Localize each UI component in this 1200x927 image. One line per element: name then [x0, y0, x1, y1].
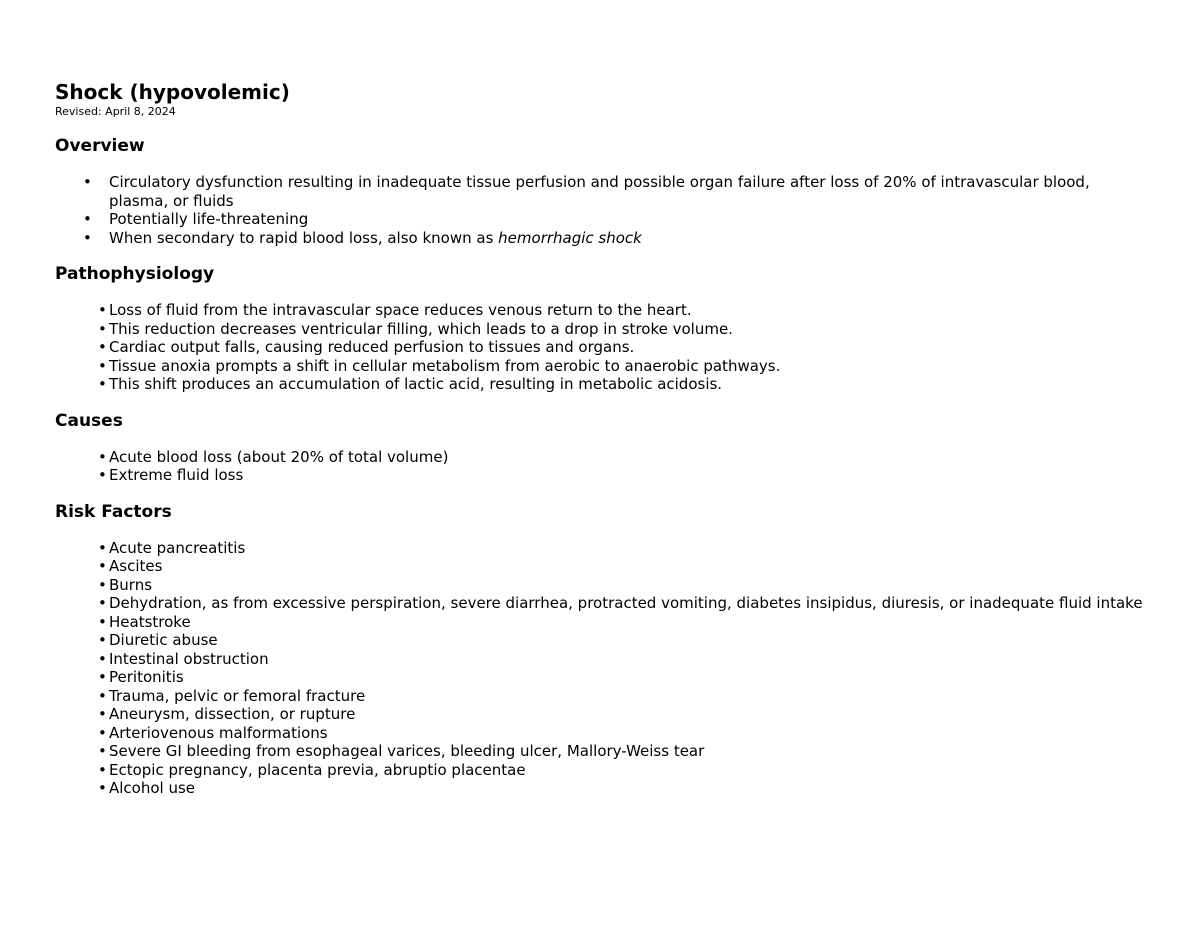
list-item — [55, 539, 1145, 558]
bullet-icon: • — [98, 575, 107, 594]
causes-heading: Causes — [55, 410, 123, 431]
list-item — [55, 320, 1145, 339]
bullet-icon: • — [98, 319, 107, 338]
bullet-icon: • — [98, 538, 107, 557]
list-item-text: Potentially life-threatening — [109, 210, 309, 228]
list-item-text: Acute pancreatitis — [109, 538, 246, 557]
bullet-icon: • — [98, 557, 107, 575]
list-item — [55, 779, 1145, 798]
bullet-icon: • — [98, 723, 107, 742]
emphasis-text: hemorrhagic shock — [498, 228, 642, 247]
list-item-text: Alcohol use — [109, 779, 196, 797]
bullet-icon: • — [98, 301, 107, 319]
list-item-text: Dehydration, as from excessive perspiration, severe diarrhea, protracted vomiting, diabetes insipidus, diuresis, or inadequate fluid intake — [109, 594, 1143, 612]
list-item — [55, 761, 1145, 780]
bullet-icon: • — [98, 338, 107, 356]
page-title: Shock (hypovolemic) — [55, 80, 290, 104]
list-item-text: This shift produces an accumulation of lactic acid, resulting in metabolic acidosis. — [109, 375, 723, 393]
list-item-text: Cardiac output falls, causing reduced perfusion to tissues and organs. — [109, 338, 635, 356]
list-item-text: Aneurysm, dissection, or rupture — [109, 705, 356, 723]
list-item — [55, 705, 1145, 724]
bullet-icon: • — [98, 466, 107, 484]
list-item — [55, 631, 1145, 650]
document-page — [55, 80, 1145, 798]
bullet-icon: • — [98, 375, 107, 393]
causes-list — [55, 448, 1145, 485]
list-item — [55, 173, 1145, 210]
list-item-text: Acute blood loss (about 20% of total volume) — [109, 447, 449, 466]
list-item — [55, 724, 1145, 743]
list-item — [55, 301, 1145, 320]
list-item — [55, 687, 1145, 706]
list-item — [55, 338, 1145, 357]
pathophysiology-heading: Pathophysiology — [55, 264, 215, 284]
risk-factors-list — [55, 539, 1145, 798]
list-item-text: Burns — [109, 575, 153, 594]
bullet-icon: • — [98, 705, 107, 723]
list-item-text: Trauma, pelvic or femoral fracture — [109, 686, 366, 705]
list-item-text: Tissue anoxia prompts a shift in cellular metabolism from aerobic to anaerobic pathways. — [109, 356, 781, 375]
list-item — [55, 557, 1145, 576]
list-item — [55, 229, 1145, 248]
bullet-icon: • — [98, 668, 107, 686]
list-item-text: Severe GI bleeding from esophageal varices, bleeding ulcer, Mallory-Weiss tear — [109, 742, 705, 760]
list-item — [55, 466, 1145, 485]
list-item — [55, 650, 1145, 669]
list-item-text: Diuretic abuse — [109, 631, 218, 649]
list-item-text: Heatstroke — [109, 612, 191, 631]
list-item — [55, 668, 1145, 687]
bullet-icon: • — [83, 173, 92, 191]
list-item-text: Extreme fluid loss — [109, 466, 244, 484]
bullet-icon: • — [98, 594, 107, 612]
list-item-text: This reduction decreases ventricular filling, which leads to a drop in stroke volume. — [109, 319, 733, 338]
list-item — [55, 594, 1145, 613]
list-item-text: Ectopic pregnancy, placenta previa, abruptio placentae — [109, 760, 526, 779]
overview-list — [55, 173, 1145, 247]
list-item — [55, 210, 1145, 229]
bullet-icon: • — [98, 760, 107, 779]
revised-date: Revised: April 8, 2024 — [55, 105, 176, 118]
bullet-icon: • — [98, 779, 107, 797]
bullet-icon: • — [98, 649, 107, 668]
risk-factors-heading: Risk Factors — [55, 501, 172, 522]
bullet-icon: • — [98, 631, 107, 649]
list-item — [55, 576, 1145, 595]
list-item — [55, 357, 1145, 376]
list-item-text: When secondary to rapid blood loss, also known as — [109, 228, 499, 247]
list-item-text: Arteriovenous malformations — [109, 723, 328, 742]
bullet-icon: • — [98, 612, 107, 631]
list-item-text: Intestinal obstruction — [109, 649, 269, 668]
list-item — [55, 375, 1145, 394]
overview-heading: Overview — [55, 136, 145, 156]
bullet-icon: • — [98, 742, 107, 760]
list-item — [55, 613, 1145, 632]
list-item-text: Circulatory dysfunction resulting in inadequate tissue perfusion and possible organ failure after loss of 20% of intravascular blood, plasma, or fluids — [109, 173, 1090, 210]
bullet-icon: • — [98, 356, 107, 375]
pathophysiology-list — [55, 301, 1145, 394]
bullet-icon: • — [83, 210, 92, 228]
list-item-text: Peritonitis — [109, 668, 184, 686]
list-item — [55, 742, 1145, 761]
list-item — [55, 448, 1145, 467]
bullet-icon: • — [98, 447, 107, 466]
bullet-icon: • — [98, 686, 107, 705]
list-item-text: Loss of fluid from the intravascular space reduces venous return to the heart. — [109, 301, 692, 319]
bullet-icon: • — [83, 228, 92, 247]
list-item-text: Ascites — [109, 557, 163, 575]
